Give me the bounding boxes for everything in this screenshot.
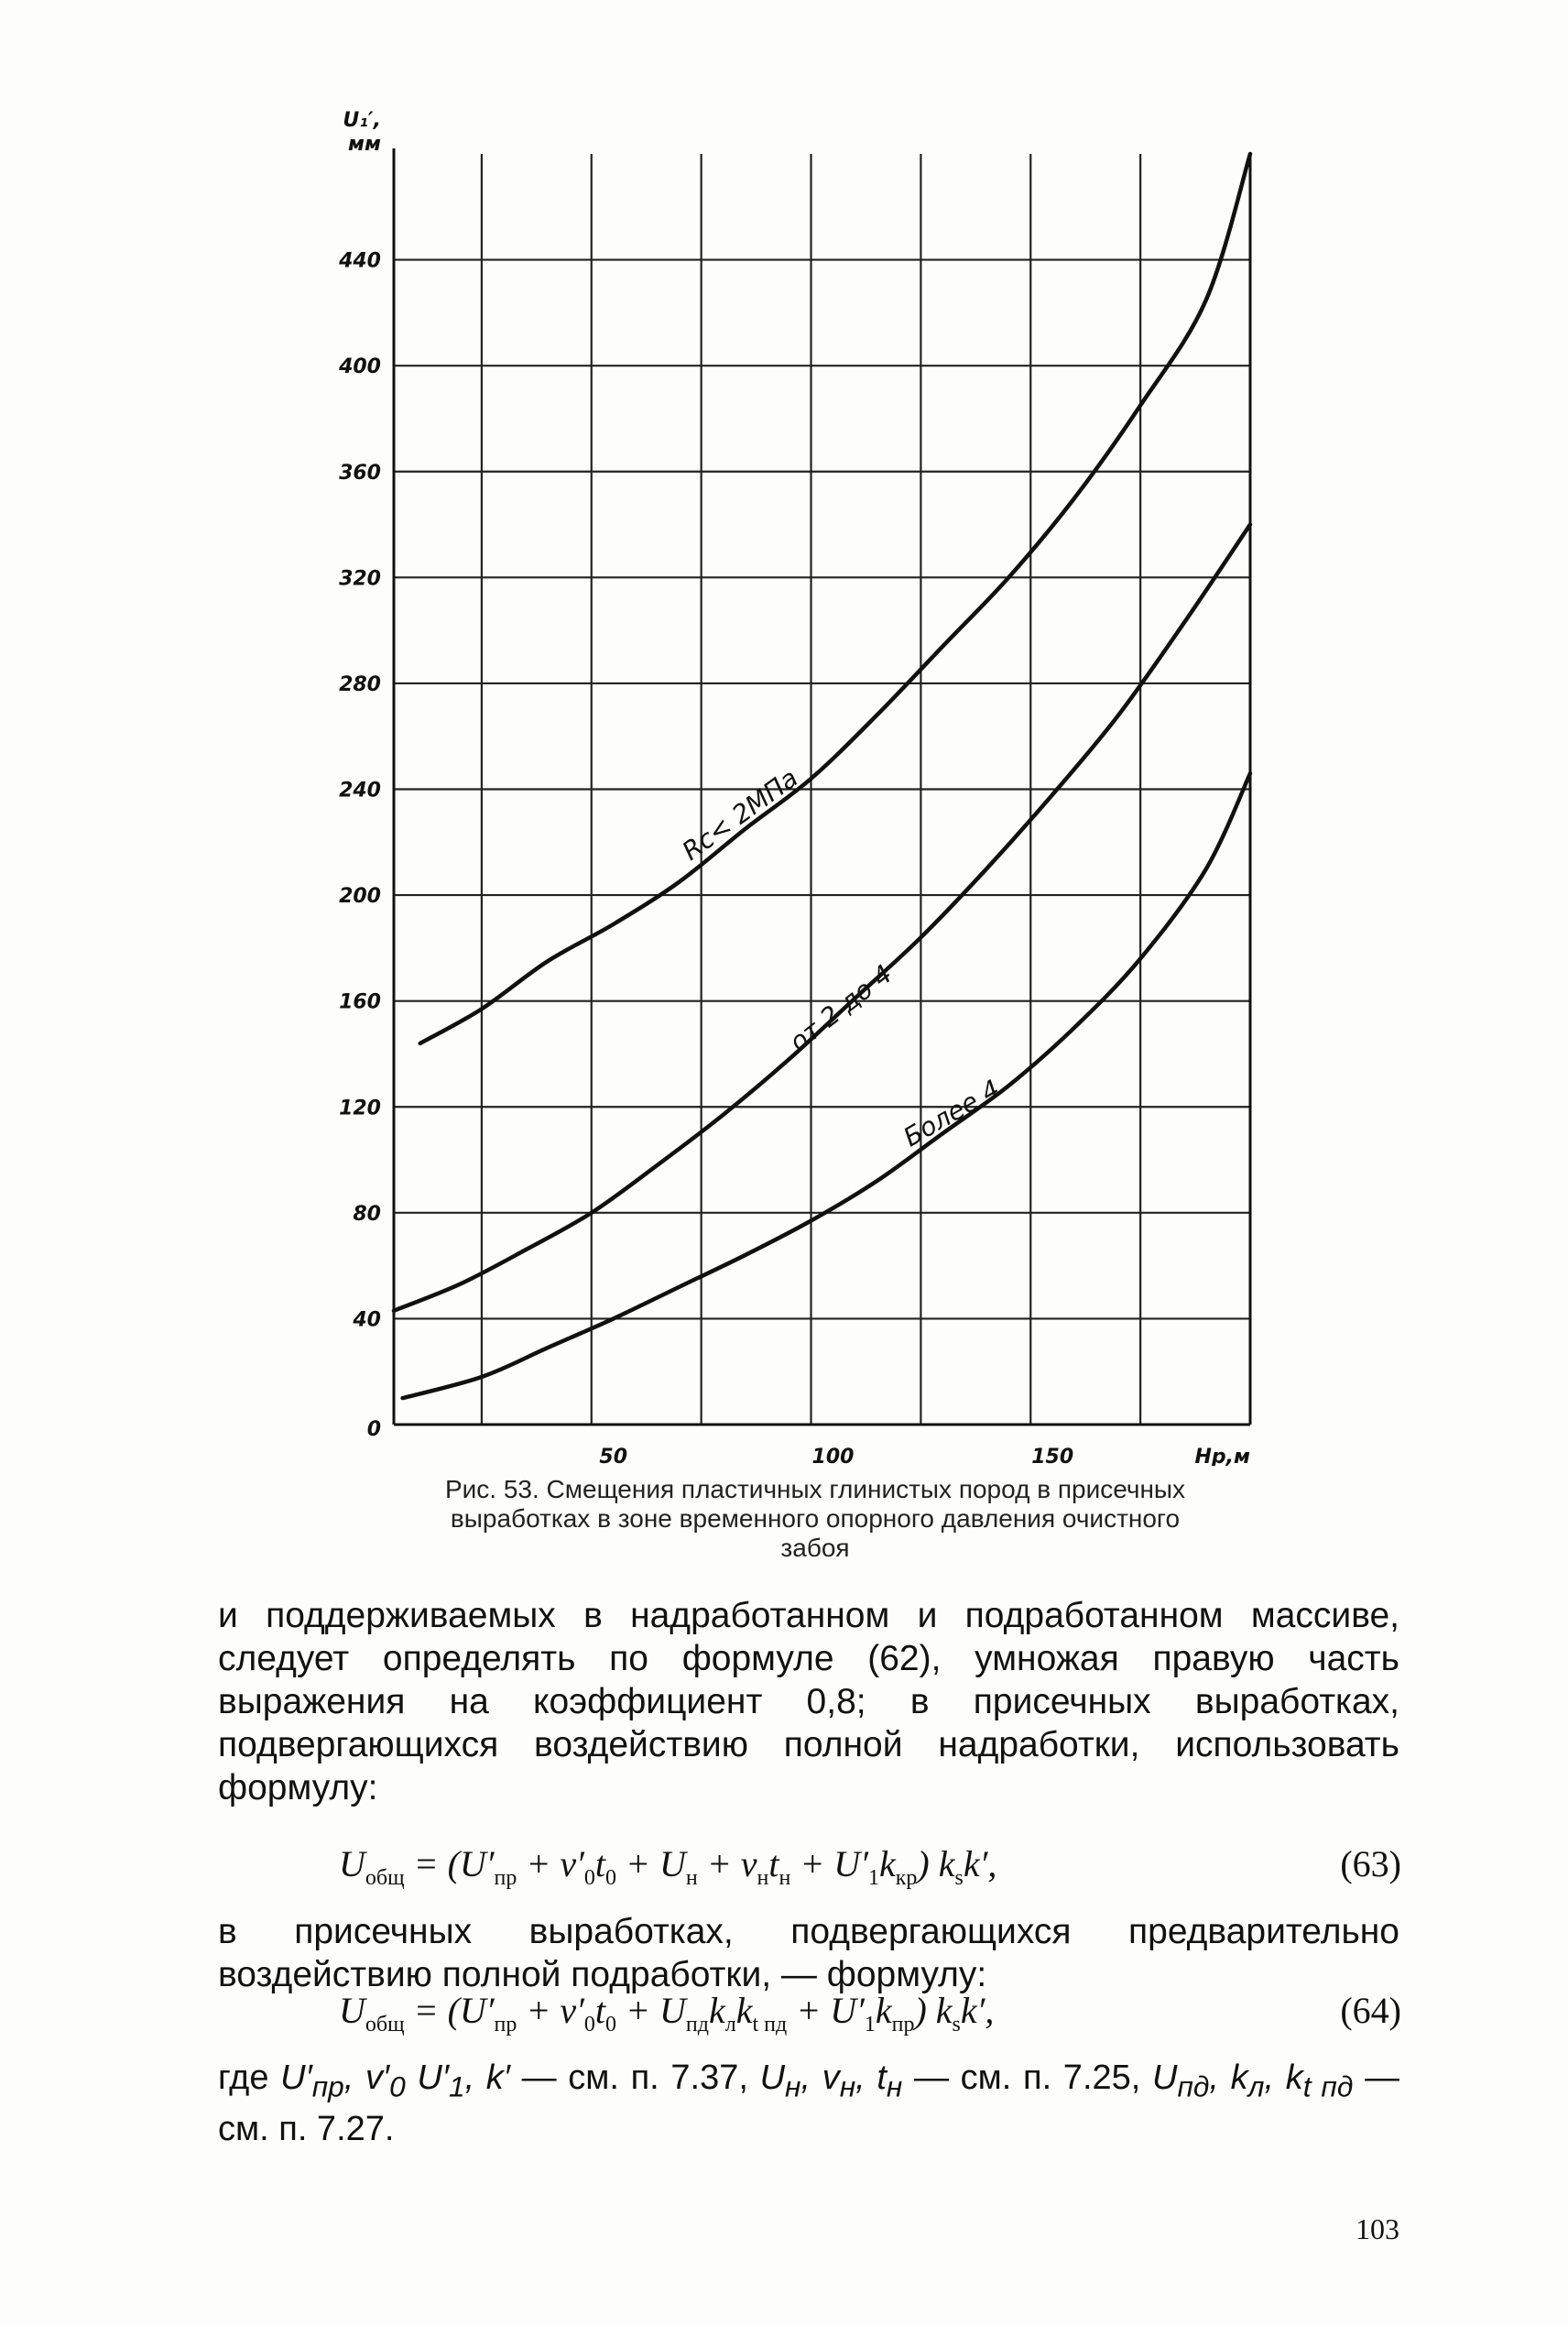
chart-grid	[394, 154, 1250, 1425]
equation-64	[339, 1988, 1401, 2037]
paragraph-2-text: в присечных выработках, подвергающихся предварительно воздействию полной подработки, — формулу:	[218, 1912, 1399, 1994]
y-tick-label-400: 400	[339, 355, 381, 379]
page-number: 103	[1356, 2212, 1399, 2245]
x-tick-label-150: 150	[1031, 1446, 1074, 1466]
y-tick-label-280: 280	[339, 672, 381, 696]
curve-rc-lt-2mpa	[420, 154, 1250, 1043]
where-prefix: где	[218, 2058, 269, 2097]
equation-63	[339, 1841, 1401, 1890]
paragraph-1-text: и поддерживаемых в надработанном и подработанном массиве, следует определять по формуле (62), умножая правую часть выражения на коэффициент 0,8; в присечных выработках, подвергающихся воздействию полной надработки, использовать формулу:	[218, 1596, 1399, 1807]
y-tick-label-120: 120	[339, 1097, 381, 1120]
where-text: где $U'_{пр}$, $v'_0$ $U'_1$, k′ — см. п. 7.37, $U_н$, $v_н$, $t_н$ — см. п. 7.25, $U_{пд}$, $k_л$, $k_{t пд}$ — см. п. 7.27.	[218, 2058, 1399, 2148]
where-ref-1: — см. п. 7.37,	[521, 2058, 748, 2097]
curve-rc-2-to-4	[394, 525, 1250, 1311]
curve-rc-over-4	[403, 773, 1250, 1398]
where-ref-3: — см. п. 7.27.	[218, 2058, 1399, 2148]
y-tick-label-0: 0	[366, 1418, 381, 1441]
y-tick-label-320: 320	[339, 567, 381, 591]
equation-64-number: (64)	[1340, 1990, 1401, 2031]
paragraph-2	[218, 1910, 1399, 1996]
curve-label-rc-2-to-4: от 2 до 4	[783, 958, 898, 1058]
caption-line-2: выработках в зоне временного опорного давления очистного	[450, 1504, 1181, 1533]
caption-line-3: забоя	[780, 1534, 850, 1562]
y-tick-label-40: 40	[353, 1308, 381, 1332]
y-axis-title-line-2: мм	[348, 133, 381, 156]
where-clause	[218, 2057, 1399, 2150]
y-tick-label-440: 440	[339, 249, 381, 273]
y-tick-label-160: 160	[339, 990, 381, 1014]
chart-curves	[394, 154, 1250, 1398]
caption-line-1: Рис. 53. Смещения пластичных глинистых пород в присечных	[444, 1475, 1186, 1503]
y-tick-label-360: 360	[339, 461, 381, 485]
y-axis-title-line-1: U₁′,	[343, 109, 381, 132]
y-axis-ticks	[338, 109, 381, 1441]
equation-63-formula: $U_{общ} = (U'_{пр} + v'_0t_0 + U_н + v_нt_н + U'_1k_{кр})$ $k_sk'$,	[339, 1843, 997, 1890]
chart-frame	[394, 148, 1250, 1425]
y-tick-label-240: 240	[339, 779, 381, 803]
chart-annotations	[677, 762, 1006, 1152]
figure-caption	[362, 1475, 1269, 1563]
x-tick-label-50: 50	[599, 1446, 628, 1466]
x-axis-ticks	[599, 1446, 1250, 1466]
x-tick-label-100: 100	[811, 1446, 855, 1466]
curve-label-rc-lt-2mpa: Rc< 2МПа	[676, 762, 804, 867]
y-tick-label-200: 200	[339, 885, 381, 909]
equation-64-formula: $U_{общ} = (U'_{пр} + v'_0t_0 + U_{пд}k_лk_{t пд} + U'_1k_{пр})$ $k_sk'$,	[339, 1990, 995, 2037]
y-tick-label-80: 80	[353, 1202, 381, 1226]
where-ref-2: — см. п. 7.25,	[914, 2058, 1141, 2097]
equation-63-number: (63)	[1340, 1843, 1401, 1884]
x-axis-title: Hр,м	[1194, 1446, 1250, 1466]
paragraph-1	[218, 1594, 1399, 1809]
curve-label-rc-over-4: Более 4	[898, 1073, 1006, 1153]
